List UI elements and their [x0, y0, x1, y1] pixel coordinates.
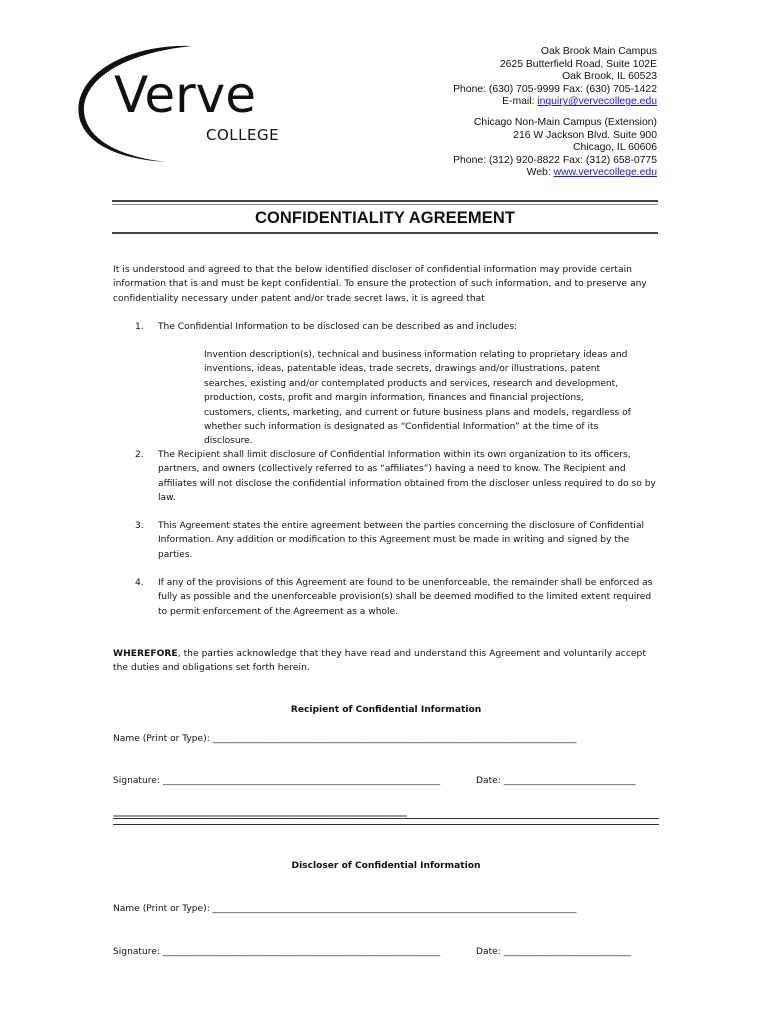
- clause-4-text: If any of the provisions of this Agreement are found to be unenforceable, the remainder shall be enforced as fully as possible and the unenforceable provision(s) shall be deemed modified to the limited extent required to permit enforcement of the Agreement as a whole.: [158, 578, 653, 617]
- discloser-signature-field[interactable]: Signature: _____________________________________________________________: [113, 947, 441, 957]
- verve-college-logo: [74, 40, 304, 165]
- extension-campus: Chicago Non-Main Campus (Extension): [473, 116, 657, 128]
- web-row: [337, 167, 657, 180]
- wherefore-paragraph: [113, 647, 659, 676]
- intro-paragraph: It is understood and agreed to that the below identified discloser of confidential information may provide certain information that is and must be kept confidential. To ensure the protection of such information, and to preserve any confidentiality necessary under patent and/or trade secret laws, it is agreed that: [113, 265, 647, 304]
- wherefore-bold: WHEREFORE: [113, 649, 178, 659]
- clause-2-text: The Recipient shall limit disclosure of Confidential Information within its own organization to its officers, partners, and owners (collectively referred to as “affiliates”) having a need to know. The Recipient and affiliates will not disclose the confidential information obtained from the discloser unless required to do so by law.: [158, 450, 656, 504]
- recipient-name-field[interactable]: Name (Print or Type): ________________________________________________________________________________: [113, 734, 577, 744]
- recipient-heading: Recipient of Confidential Information: [290, 705, 482, 715]
- email-row: [337, 96, 657, 109]
- web-link[interactable]: www.vervecollege.edu: [553, 167, 657, 179]
- recipient-signature-field[interactable]: Signature: _____________________________________________________________: [113, 776, 441, 786]
- logo-swoosh-icon: [74, 40, 304, 165]
- ext-city: Chicago, IL 60606: [573, 142, 657, 154]
- clause-3-number: 3.: [135, 521, 144, 531]
- section-separator: [113, 813, 659, 825]
- clause-3-text: This Agreement states the entire agreement between the parties concerning the disclosure of Confidential Information. Any addition or modification to this Agreement must be made in writing and signed by the parties.: [158, 521, 645, 560]
- address-block: [337, 46, 657, 180]
- logo-sub: COLLEGE: [206, 126, 280, 144]
- main-phone: Phone: (630) 705-9999 Fax: (630) 705-1422: [453, 83, 657, 95]
- clause-1-detail: Invention description(s), technical and business information relating to proprietary ideas and inventions, ideas, patentable ideas, trade secrets, drawings and/or illustrations, patent searches, existing and/or contemplated products and services, research and development, production, costs, profit and margin information, finances and financial projections, customers, clients, marketing, and current or future business plans and models, regardless of whether such information is designated as “Confidential Information” at the time of its disclosure.: [204, 350, 631, 447]
- page-title: CONFIDENTIALITY AGREEMENT: [254, 209, 516, 227]
- discloser-heading: Discloser of Confidential Information: [291, 861, 481, 871]
- logo-name: Verve: [114, 66, 256, 124]
- wherefore-text: , the parties acknowledge that they have read and understand this Agreement and voluntarily accept the duties and obligations set forth herein.: [113, 649, 646, 674]
- main-street: 2625 Butterfield Road, Suite 102E: [499, 58, 657, 70]
- title-bar: [112, 200, 658, 234]
- ext-street: 216 W Jackson Blvd. Suite 900: [513, 129, 657, 141]
- separator-text: =================================================================================================: [113, 813, 407, 820]
- email-link[interactable]: inquiry@vervecollege.edu: [537, 96, 657, 108]
- clause-1-text: The Confidential Information to be disclosed can be described as and includes:: [158, 322, 518, 332]
- ext-phone: Phone: (312) 920-8822 Fax: (312) 658-0775: [453, 154, 657, 166]
- clause-2-number: 2.: [135, 450, 144, 460]
- web-label: Web:: [526, 167, 554, 179]
- clause-1-number: 1.: [135, 322, 144, 332]
- email-label: E-mail:: [502, 96, 538, 108]
- discloser-date-field[interactable]: Date: ____________________________: [476, 947, 632, 957]
- discloser-name-field[interactable]: Name (Print or Type): ________________________________________________________________________________: [113, 904, 577, 914]
- recipient-date-field[interactable]: Date: _____________________________: [476, 776, 636, 786]
- clause-4-number: 4.: [135, 578, 144, 588]
- main-city: Oak Brook, IL 60523: [562, 71, 657, 83]
- main-campus: Oak Brook Main Campus: [540, 46, 657, 57]
